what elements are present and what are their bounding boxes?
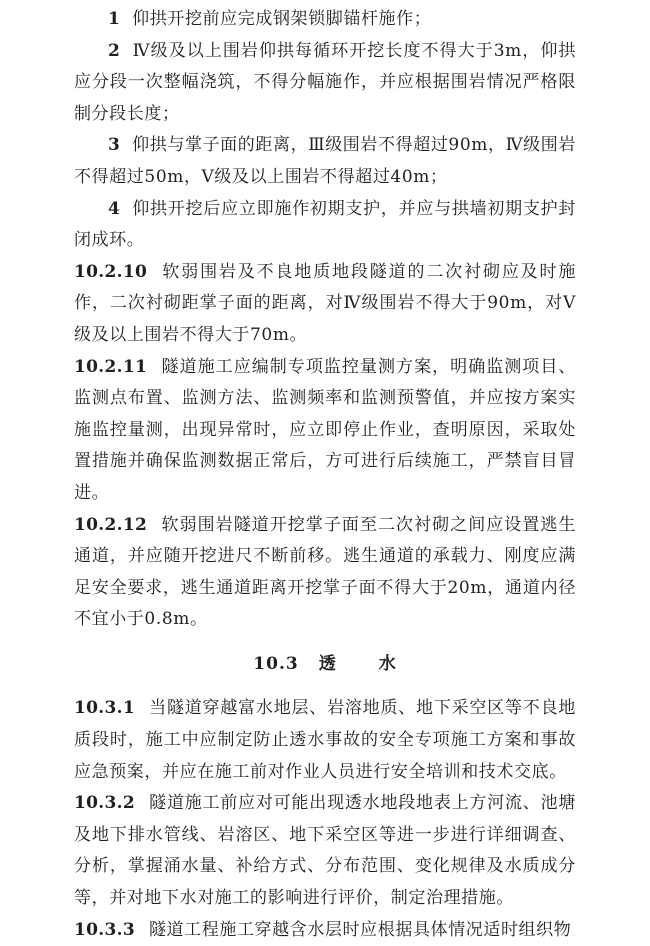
clause-text: 当隧道穿越富水地层、岩溶地质、地下采空区等不良地质段时，施工中应制定防止透水事故的安全专项施工方案和事故应急预案，并应在施工前对作业人员进行安全培训和技术交底。 — [74, 698, 576, 782]
clause-10-3-1 — [74, 693, 576, 788]
clause-10-3-3 — [74, 915, 576, 946]
clause-text: 隧道施工前应对可能出现透水地段地表上方河流、池塘及地下排水管线、岩溶区、地下采空区等进一步进行详细调查、分析，掌握涌水量、补给方式、分布范围、变化规律及水质成分等，并对地下水对施工的影响进行评价，制定治理措施。 — [74, 793, 576, 909]
section-title-part2: 水 — [378, 653, 397, 674]
list-item-3 — [74, 130, 576, 193]
clause-text: 隧道工程施工穿越含水层时应根据具体情况适时组织物 — [148, 919, 572, 940]
item-number: 4 — [108, 198, 121, 219]
clause-text: 软弱围岩隧道开挖掌子面至二次衬砌之间应设置逃生通道，并应随开挖进尺不断前移。逃生通道的承载力、刚度应满足安全要求，逃生通道距离开挖掌子面不得大于20m，通道内径不宜小于0.8m。 — [74, 514, 576, 630]
item-text: 仰拱与掌子面的距离，Ⅲ级围岩不得超过90m，Ⅳ级围岩不得超过50m，Ⅴ级及以上围岩不得超过40m； — [74, 135, 576, 187]
clause-number: 10.2.10 — [74, 261, 148, 282]
section-title-part1: 透 — [318, 653, 337, 674]
item-number: 3 — [108, 135, 121, 156]
clause-text: 隧道施工应编制专项监控量测方案，明确监测项目、监测点布置、监测方法、监测频率和监测预警值，并应按方案实施监控量测，出现异常时，应立即停止作业，查明原因，采取处置措施并确保监测数据正常后，方可进行后续施工，严禁盲目冒进。 — [74, 356, 576, 503]
item-text: 仰拱开挖前应完成钢架锁脚锚杆施作； — [132, 9, 432, 29]
clause-text: 软弱围岩及不良地质地段隧道的二次衬砌应及时施作，二次衬砌距掌子面的距离，对Ⅳ级围岩不得大于90m，对Ⅴ级及以上围岩不得大于70m。 — [74, 261, 576, 345]
clause-number: 10.3.1 — [74, 698, 135, 719]
list-item-4 — [74, 194, 576, 257]
item-number: 1 — [108, 9, 121, 29]
clause-10-3-2 — [74, 788, 576, 914]
clause-10-2-12 — [74, 510, 576, 636]
clause-number: 10.2.12 — [74, 514, 148, 535]
clause-number: 10.3.2 — [74, 793, 135, 814]
item-text: 仰拱开挖后应立即施作初期支护，并应与拱墙初期支护封闭成环。 — [74, 198, 576, 251]
list-item-1 — [74, 4, 576, 36]
clause-number: 10.3.3 — [74, 919, 135, 940]
item-text: Ⅳ级及以上围岩仰拱每循环开挖长度不得大于3m，仰拱应分段一次整幅浇筑，不得分幅施作，并应根据围岩情况严格限制分段长度； — [74, 40, 576, 124]
section-heading — [74, 649, 576, 681]
clause-number: 10.2.11 — [74, 356, 148, 377]
section-number: 10.3 — [253, 653, 299, 674]
clause-10-2-10 — [74, 257, 576, 352]
list-item-2 — [74, 36, 576, 131]
item-number: 2 — [108, 40, 121, 61]
clause-10-2-11 — [74, 352, 576, 510]
